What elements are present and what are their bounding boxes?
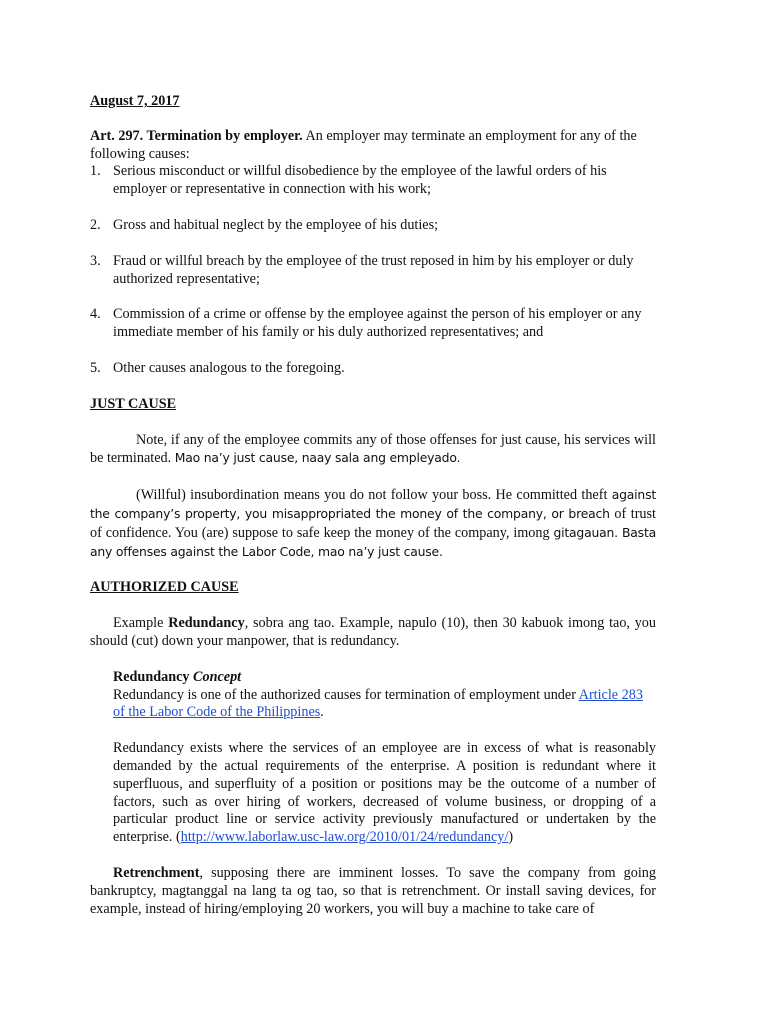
list-number: 3. [90,252,101,269]
concept-title-main: Redundancy [113,668,190,685]
concept-p2-text: Redundancy exists where the services of an employee are in excess of what is reasonably demanded by the actual requirements of the enterprise. A position is redundant where it superfluous, and superfluity of a position or positions may be the outcome of a number of factors, such as over hiring of workers, decreased of volume business, or dropping of a particular product line or service activity previously manufactured or undertaken by the enterprise. ( [113,740,656,846]
just-cause-note [90,432,656,469]
insubordination-line-3: of trust of confidence. You (are) suppose to safe keep the money of the company, imong [90,505,656,541]
insubordination-line-1: (Willful) insubordination means you do not follow your boss. He committed theft [136,487,608,504]
list-item [90,253,656,289]
list-item [90,217,656,235]
concept-title [113,669,656,687]
article-283-link[interactable]: Article 283 of the Labor Code of the Philippines [113,686,643,721]
authorized-cause-heading: AUTHORIZED CAUSE [90,579,239,596]
insubordination-paragraph [90,486,656,561]
list-item [90,360,656,378]
example-prefix: Example [113,615,164,632]
concept-p1-text: Redundancy is one of the authorized causes for termination of employment under [113,686,576,703]
concept-p1-end: . [320,704,324,721]
retrenchment-paragraph [90,865,656,918]
insubordination-line-4: gitagauan. Basta any offenses against the Labor Code, mao na’y just cause. [90,524,656,559]
redundancy-example [90,615,656,651]
insubordination-line-2: against the company’s property, you misappropriated the money of the company, or breach [90,487,656,521]
concept-paragraph-2 [113,740,656,847]
concept-title-italic: Concept [193,668,242,685]
list-text: Other causes analogous to the foregoing. [113,359,345,376]
retrenchment-term: Retrenchment [113,864,200,881]
list-number: 5. [90,359,101,376]
example-text: , sobra ang tao. Example, napulo (10), then 30 kabuok imong tao, you should (cut) down your manpower, that is redundancy. [90,615,656,649]
list-text: Serious misconduct or willful disobedience by the employee of the lawful orders of his employer or representative in connection with his work; [113,163,607,198]
article-intro-text: An employer may terminate an employment for any of the following causes: [90,127,637,162]
document-date: August 7, 2017 [90,93,180,109]
just-cause-note-text: Note, if any of the employee commits any of those offenses for just cause, his services will be terminated. [90,431,656,467]
causes-list [90,163,656,377]
document-page [90,93,656,918]
just-cause-note-visayan: Mao na’y just cause, naay sala ang empleyado. [174,450,461,466]
redundancy-concept-block [90,669,656,847]
article-heading: Art. 297. Termination by employer. [90,127,303,144]
list-number: 1. [90,163,101,180]
concept-paragraph-1 [113,687,656,723]
just-cause-heading: JUST CAUSE [90,395,177,412]
list-number: 2. [90,216,101,233]
retrenchment-text: , supposing there are imminent losses. To save the company from going bankruptcy, magtanggal na lang ta og tao, so that is retrenchment. Or install saving devices, for example, instead of hiring/employing 20 workers, you will buy a machine to take care of [90,864,656,917]
laborlaw-url-link[interactable]: http://www.laborlaw.usc-law.org/2010/01/24/redundancy/ [180,829,509,846]
list-text: Fraud or willful breach by the employee of the trust reposed in him by his employer or duly authorized representative; [113,252,634,287]
concept-p2-end: ) [508,829,514,846]
list-text: Gross and habitual neglect by the employee of his duties; [113,216,439,233]
list-text: Commission of a crime or offense by the employee against the person of his employer or any immediate member of his family or his duly authorized representatives; and [113,306,642,341]
list-item [90,163,656,199]
list-number: 4. [90,306,101,323]
list-item [90,306,656,342]
example-term: Redundancy [168,615,245,632]
article-intro [90,128,656,164]
